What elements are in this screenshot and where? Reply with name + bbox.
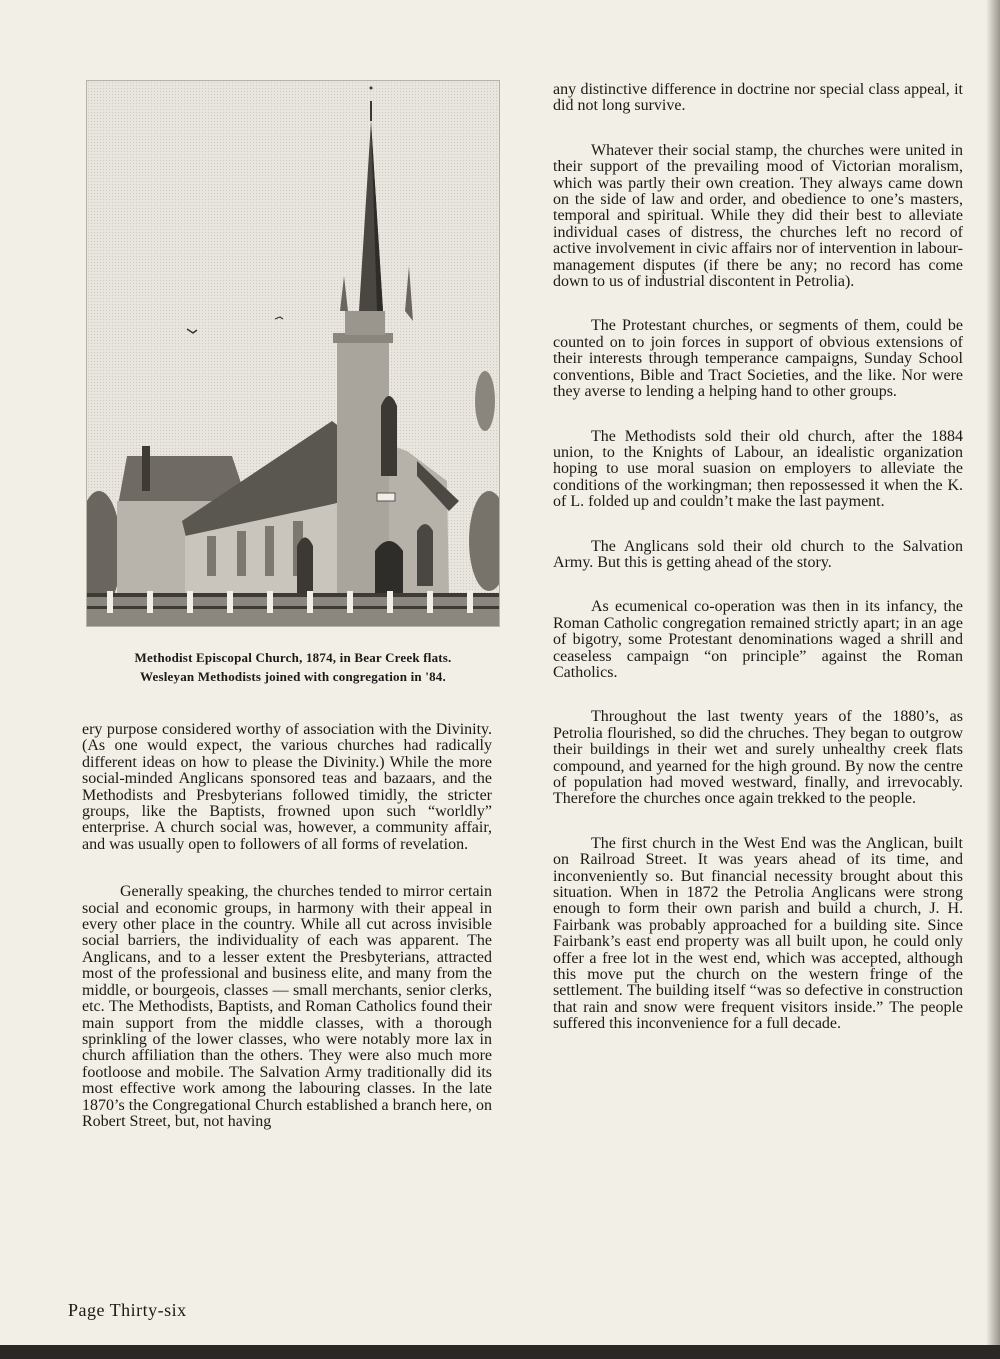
scan-bottom-border [0, 1345, 1000, 1359]
page-number: Page Thirty-six [68, 1300, 187, 1320]
paragraph: Throughout the last twenty years of the 1880’s, as Petrolia flourished, so did the chruches. They began to outgrow their buildings in their wet and surely unhealthy creek flats compound, and yearned for the high ground. By now the centre of population had moved westward, finally, and irrevocably. Therefore the churches once again trekked to the people. [553, 708, 963, 808]
caption-line-2: Wesleyan Methodists joined with congregation in '84. [140, 669, 446, 684]
page-edge-shadow [986, 0, 1000, 1359]
paragraph: ery purpose considered worthy of association with the Divinity. (As one would expect, the various churches had radically different ideas on how to please the Divinity.) While the more social-minded Anglicans sponsored teas and bazaars, and the Methodists and Presbyterians followed timidly, the stricter groups, like the Baptists, frowned upon such “worldly” enterprise. A church social was, however, a community affair, and was usually open to followers of all forms of revelation. [82, 721, 492, 853]
photo-caption [80, 648, 506, 686]
paragraph: Whatever their social stamp, the churches were united in their support of the prevailing mood of Victorian moralism, which was partly their own creation. They always came down on the side of law and order, and obedience to one’s masters, temporal and spiritual. While they did their best to alleviate individual cases of distress, the churches left no record of active involvement in civic affairs nor of intervention in labour-management disputes (if there be any; no record has come down to us of industrial discontent in Petrolia). [553, 141, 963, 291]
church-photo [86, 80, 500, 627]
paragraph: Generally speaking, the churches tended to mirror certain social and economic groups, in harmony with their appeal in every other place in the country. While all cut across invisible social barriers, the individuality of each was apparent. The Anglicans, and to a lesser extent the Presbyterians, attracted most of the professional and business elite, and many from the middle, or bourgeois, classes — small merchants, senior clerks, etc. The Methodists, Baptists, and Roman Catholics found their main support from the middle classes, with a thorough sprinkling of the lower classes, who were notably more lax in church affiliation than the others. They were also much more footloose and mobile. The Salvation Army traditionally did its most effective work among the labouring classes. In the late 1870’s the Congregational Church established a branch here, on Robert Street, but, not having [82, 883, 492, 1130]
paragraph: As ecumenical co-operation was then in its infancy, the Roman Catholic congregation remained strictly apart; in an age of bigotry, some Protestant denominations waged a shrill and ceaseless campaign “on principle” against the Roman Catholics. [553, 598, 963, 681]
paragraph: The Methodists sold their old church, after the 1884 union, to the Knights of Labour, an idealistic organization hoping to use moral suasion on employers to alleviate the conditions of the workingman; then repossessed it when the K. of L. folded up and couldn’t make the last payment. [553, 427, 963, 511]
paragraph: The Protestant churches, or segments of them, could be counted on to join forces in support of obvious extensions of their interests through temperance campaigns, Sunday School conventions, Bible and Tract Societies, and the like. Nor were they averse to lending a helping hand to other groups. [553, 317, 963, 401]
left-column [82, 722, 492, 1130]
paragraph: The first church in the West End was the Anglican, built on Railroad Street. It was years ahead of its time, and inconveniently so. But financial necessity brought about this situation. When in 1872 the Petrolia Anglicans were strong enough to form their own parish and build a church, J. H. Fairbank was probably approached for a building site. Since Fairbank’s east end property was all built upon, he could only offer a free lot in the west end, which was accepted, although this move put the church on the western fringe of the settlement. The building itself “was so defective in construction that rain and snow were frequent visitors inside.” The people suffered this inconvenience for a full decade. [553, 834, 963, 1033]
paragraph: The Anglicans sold their old church to the Salvation Army. But this is getting ahead of the story. [553, 537, 963, 571]
paragraph: any distinctive difference in doctrine nor special class appeal, it did not long survive. [553, 81, 963, 115]
right-column [553, 82, 963, 1033]
caption-line-1: Methodist Episcopal Church, 1874, in Bear Creek flats. [134, 650, 452, 665]
